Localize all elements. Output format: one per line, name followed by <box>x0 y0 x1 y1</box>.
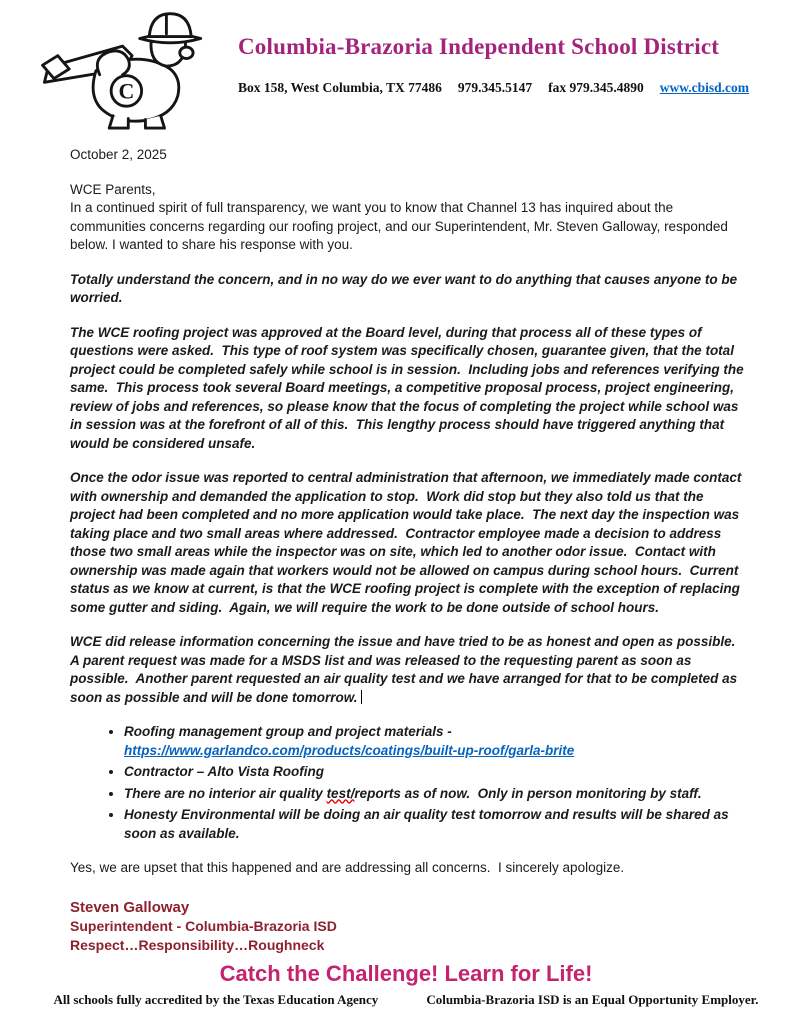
response-4-text: WCE did release information concerning the issue and have tried to be as honest and open as possible. A parent request was made for a MSDS list and was released to the requesting parent as soon as possible. Another parent requested an air quality test and we have arranged for that to be completed as soon as possible and will be done tomorrow. <box>70 634 743 705</box>
district-website-link[interactable]: www.cbisd.com <box>659 80 750 95</box>
contact-line <box>238 80 749 96</box>
district-name: Columbia-Brazoria Independent School District <box>238 34 720 59</box>
bullet-text: Roofing management group and project materials - <box>124 724 452 739</box>
letterhead <box>0 0 812 130</box>
closing-paragraph: Yes, we are upset that this happened and are addressing all concerns. I sincerely apologize. <box>70 860 625 875</box>
letter-body <box>0 130 812 955</box>
district-slogan: Catch the Challenge! Learn for Life! <box>219 961 593 986</box>
accreditation-line <box>0 992 812 1008</box>
signature-name: Steven Galloway <box>70 898 190 916</box>
accreditation-text: All schools fully accredited by the Texas Education Agency <box>53 992 379 1007</box>
salutation: WCE Parents, <box>70 181 156 197</box>
district-address: Box 158, West Columbia, TX 77486 <box>238 80 442 95</box>
list-item-contractor <box>124 763 748 782</box>
signature-block <box>70 898 748 955</box>
garland-product-link[interactable]: https://www.garlandco.com/products/coatings/built-up-roof/garla-brite <box>124 742 575 758</box>
response-paragraph-2: The WCE roofing project was approved at the Board level, during that process all of these types of questions were asked. This type of roof system was specifically chosen, guarantee given, that the total project could be completed safely while school is in session. Including jobs and references verifying the same. This process took several Board meetings, a competitive proposal process, project engineering, review of jobs and references, so please know that the focus of completing the project while school was in session was at the forefront of all of this. This lengthy process should have triggered anything that would be considered unsafe. <box>70 324 748 451</box>
text-cursor <box>361 690 363 704</box>
bullet-text-pre: There are no interior air quality <box>124 785 327 801</box>
bullet-text-post: reports as of now. Only in person monitoring by staff. <box>354 785 702 801</box>
bullet-text: Honesty Environmental will be doing an air quality test tomorrow and results will be shared as soon as available. <box>124 807 733 841</box>
list-item-air-quality <box>124 785 748 804</box>
roughneck-mascot-logo-icon <box>36 8 232 130</box>
response-paragraph-3: Once the odor issue was reported to central administration that afternoon, we immediately made contact with ownership and demanded the application to stop. Work did stop but they also told us that the project had been completed and no more application would take place. The next day the inspection was taking place and two small areas where addressed. Contractor employee made a decision to address those two small areas while the inspector was on site, which led to another odor issue. Contact with ownership was made again that workers would not be allowed on campus during school hours. Current status as we know at current, is that the WCE roofing project is complete with the exception of replacing some gutter and siding. Again, we will require the work to be done outside of school hours. <box>70 470 746 615</box>
intro-text: In a continued spirit of full transparency, we want you to know that Channel 13 has inquired about the communities concerns regarding our roofing project, and our Superintendent, Mr. Steven Galloway, responded below. I wanted to share his response with you. <box>70 200 732 252</box>
svg-text:C: C <box>118 78 135 104</box>
list-item-materials <box>124 723 748 760</box>
bullet-text: Contractor – Alto Vista Roofing <box>124 764 325 779</box>
spellcheck-flagged-word: test/ <box>326 785 355 801</box>
response-paragraph-1: Totally understand the concern, and in no way do we ever want to do anything that causes anyone to be worried. <box>70 271 741 305</box>
bullet-list <box>70 723 748 843</box>
eeo-text: Columbia-Brazoria ISD is an Equal Opportunity Employer. <box>426 992 759 1007</box>
page-footer <box>0 961 812 1008</box>
letterhead-text <box>238 8 749 96</box>
district-fax: fax 979.345.4890 <box>548 80 644 95</box>
letter-date: October 2, 2025 <box>70 147 167 162</box>
response-paragraph-4 <box>70 633 748 707</box>
district-phone: 979.345.5147 <box>457 80 533 95</box>
signature-title: Superintendent - Columbia-Brazoria ISD <box>70 917 337 934</box>
intro-paragraph <box>70 181 748 255</box>
signature-motto: Respect…Responsibility…Roughneck <box>70 936 325 953</box>
list-item-honesty-environmental <box>124 806 748 843</box>
